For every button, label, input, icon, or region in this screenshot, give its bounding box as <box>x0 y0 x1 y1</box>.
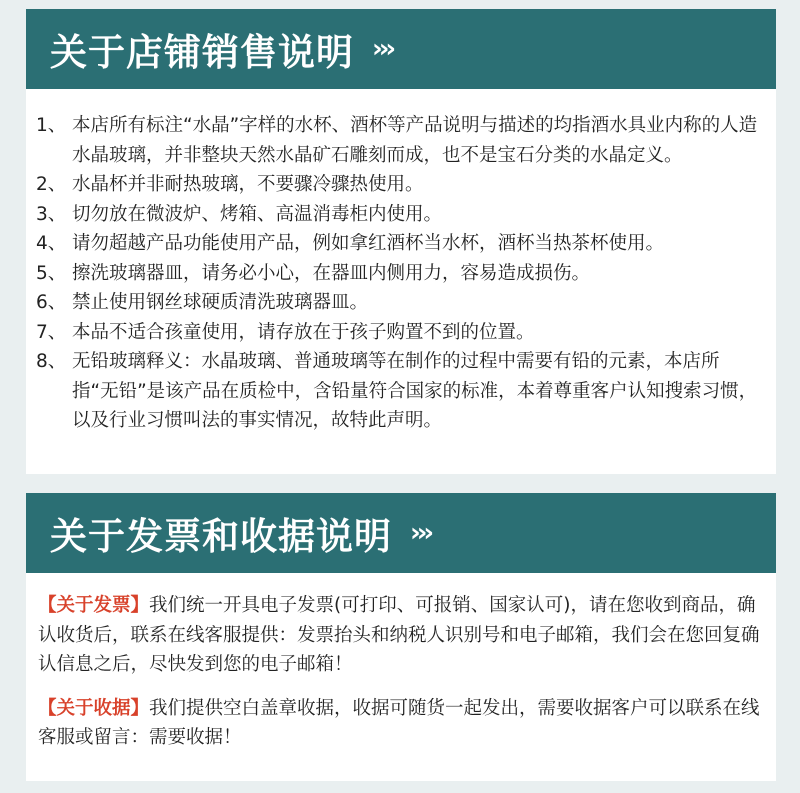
item-text: 本品不适合孩童使用，请存放在于孩子购置不到的位置。 <box>72 321 535 343</box>
store-sales-panel <box>26 9 776 474</box>
list-item <box>36 200 776 230</box>
item-number: 4、 <box>36 233 67 254</box>
invoice-text: 我们统一开具电子发票(可打印、可报销、国家认可)，请在您收到商品，确认收货后，联系在线客服提供：发票抬头和纳税人识别号和电子邮箱，我们会在您回复确认信息之后，尽快发到您的电子邮箱！ <box>38 595 760 675</box>
list-item <box>36 347 776 436</box>
item-number: 6、 <box>36 292 67 313</box>
invoice-receipt-panel <box>26 493 776 781</box>
item-text: 擦洗玻璃器皿，请务必小心，在器皿内侧用力，容易造成损伤。 <box>72 262 591 284</box>
list-item <box>36 170 776 200</box>
store-sales-list <box>26 89 776 436</box>
item-text: 请勿超越产品功能使用产品，例如拿红酒杯当水杯，酒杯当热茶杯使用。 <box>72 233 665 254</box>
list-item <box>36 318 776 348</box>
list-item <box>36 259 776 289</box>
item-text: 禁止使用钢丝球硬质清洗玻璃器皿。 <box>72 292 369 313</box>
item-number: 7、 <box>36 321 67 343</box>
invoice-tag: 【关于发票】 <box>38 595 150 616</box>
list-item <box>36 288 776 318</box>
invoice-receipt-title: 关于发票和收据说明 <box>50 515 392 558</box>
store-sales-header <box>26 9 776 89</box>
item-number: 3、 <box>36 203 67 225</box>
triple-chevron-icon: ››› <box>372 34 393 64</box>
item-number: 5、 <box>36 262 67 284</box>
item-text: 切勿放在微波炉、烤箱、高温消毒柜内使用。 <box>72 203 443 225</box>
item-text: 本店所有标注“水晶”字样的水杯、酒杯等产品说明与描述的均指酒水具业内称的人造水晶玻璃，并非整块天然水晶矿石雕刻而成，也不是宝石分类的水晶定义。 <box>72 115 758 166</box>
item-number: 2、 <box>36 174 67 195</box>
receipt-paragraph <box>26 680 776 753</box>
invoice-paragraph <box>26 573 776 680</box>
store-sales-title: 关于店铺销售说明 <box>50 31 354 74</box>
item-text: 水晶杯并非耐热玻璃，不要骤冷骤热使用。 <box>72 174 424 195</box>
item-number: 8、 <box>36 351 67 372</box>
receipt-tag: 【关于收据】 <box>38 697 150 719</box>
list-item <box>36 229 776 259</box>
triple-chevron-icon: ››› <box>410 518 431 548</box>
invoice-receipt-header <box>26 493 776 573</box>
item-text: 无铅玻璃释义：水晶玻璃、普通玻璃等在制作的过程中需要有铅的元素，本店所指“无铅”是该产品在质检中，含铅量符合国家的标准，本着尊重客户认知搜索习惯，以及行业习惯叫法的事实情况，故特此声明。 <box>72 351 758 431</box>
list-item <box>36 111 776 170</box>
item-number: 1、 <box>36 115 67 136</box>
receipt-text: 我们提供空白盖章收据，收据可随货一起发出，需要收据客户可以联系在线客服或留言：需要收据！ <box>38 697 760 748</box>
